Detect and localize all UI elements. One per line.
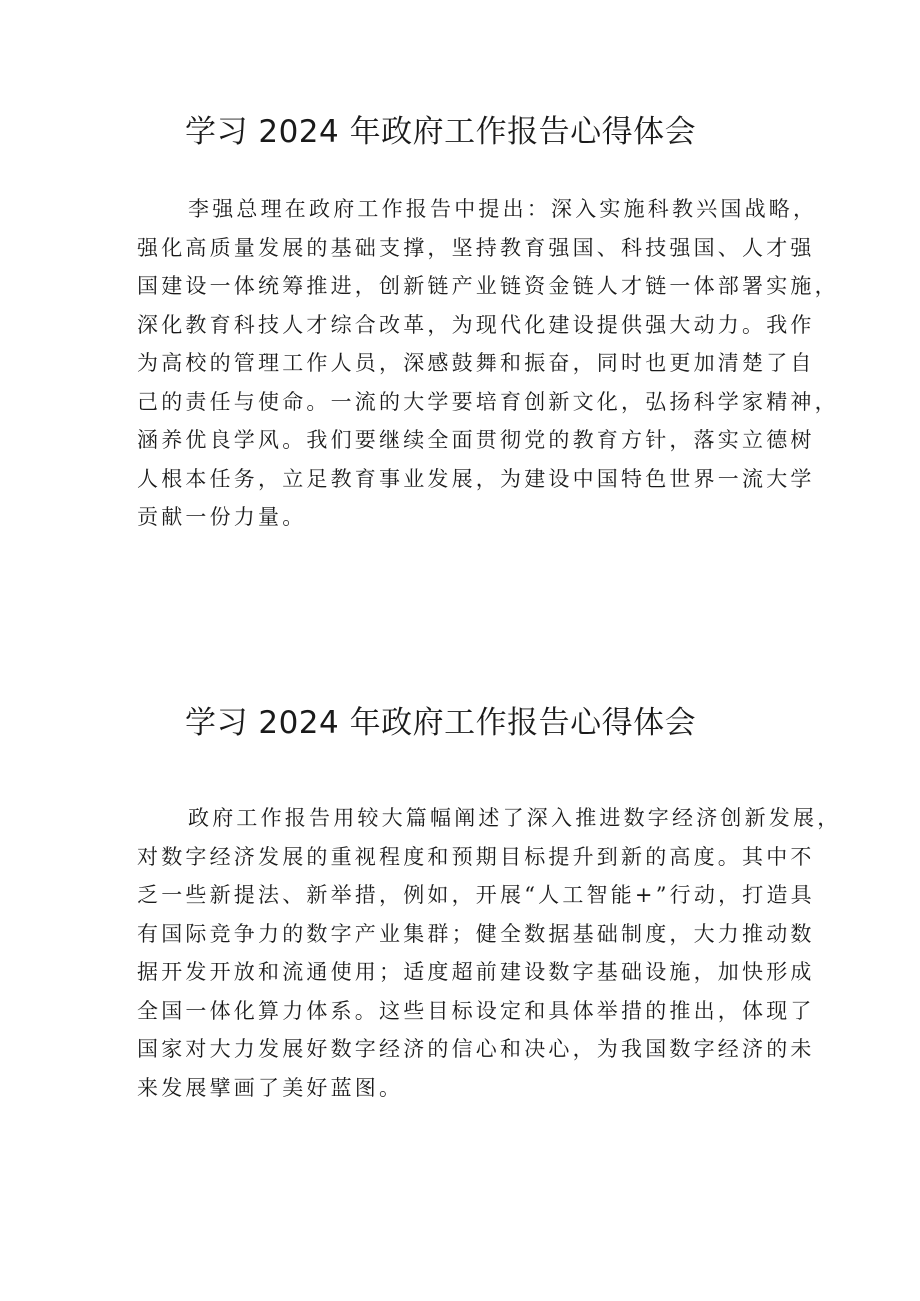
section-1-paragraph	[137, 190, 839, 537]
paragraph-line: 全国一体化算力体系。这些目标设定和具体举措的推出，体现了	[137, 998, 815, 1023]
paragraph-line: 强化高质量发展的基础支撑，坚持教育强国、科技强国、人才强	[137, 235, 815, 260]
paragraph-line: 乏一些新提法、新举措，例如，开展“人工智能+”行动，打造具	[137, 883, 815, 907]
section-1-title: 学习 2024 年政府工作报告心得体会	[185, 114, 697, 150]
paragraph-line: 为高校的管理工作人员，深感鼓舞和振奋，同时也更加清楚了自	[137, 351, 815, 375]
paragraph-line: 政府工作报告用较大篇幅阐述了深入推进数字经济创新发展，	[188, 806, 842, 830]
paragraph-line: 来发展擘画了美好蓝图。	[137, 1075, 404, 1100]
paragraph-line: 国建设一体统筹推进，创新链产业链资金链人才链一体部署实施，	[137, 274, 839, 298]
paragraph-line: 深化教育科技人才综合改革，为现代化建设提供强大动力。我作	[137, 312, 815, 337]
paragraph-line: 对数字经济发展的重视程度和预期目标提升到新的高度。其中不	[137, 844, 815, 869]
paragraph-line: 国家对大力发展好数字经济的信心和决心，为我国数字经济的未	[137, 1037, 815, 1061]
section-2-title: 学习 2024 年政府工作报告心得体会	[185, 705, 697, 741]
paragraph-line: 据开发开放和流通使用；适度超前建设数字基础设施，加快形成	[137, 960, 815, 984]
paragraph-line: 人根本任务，立足教育事业发展，为建设中国特色世界一流大学	[137, 466, 815, 491]
paragraph-line: 己的责任与使命。一流的大学要培育创新文化，弘扬科学家精神，	[137, 389, 839, 414]
section-2-paragraph	[137, 799, 842, 1107]
paragraph-line: 李强总理在政府工作报告中提出：深入实施科教兴国战略，	[188, 197, 818, 221]
paragraph-line: 有国际竞争力的数字产业集群；健全数据基础制度，大力推动数	[137, 921, 815, 946]
paragraph-line: 涵养优良学风。我们要继续全面贯彻党的教育方针，落实立德树	[137, 428, 815, 452]
paragraph-line: 贡献一份力量。	[137, 505, 307, 529]
